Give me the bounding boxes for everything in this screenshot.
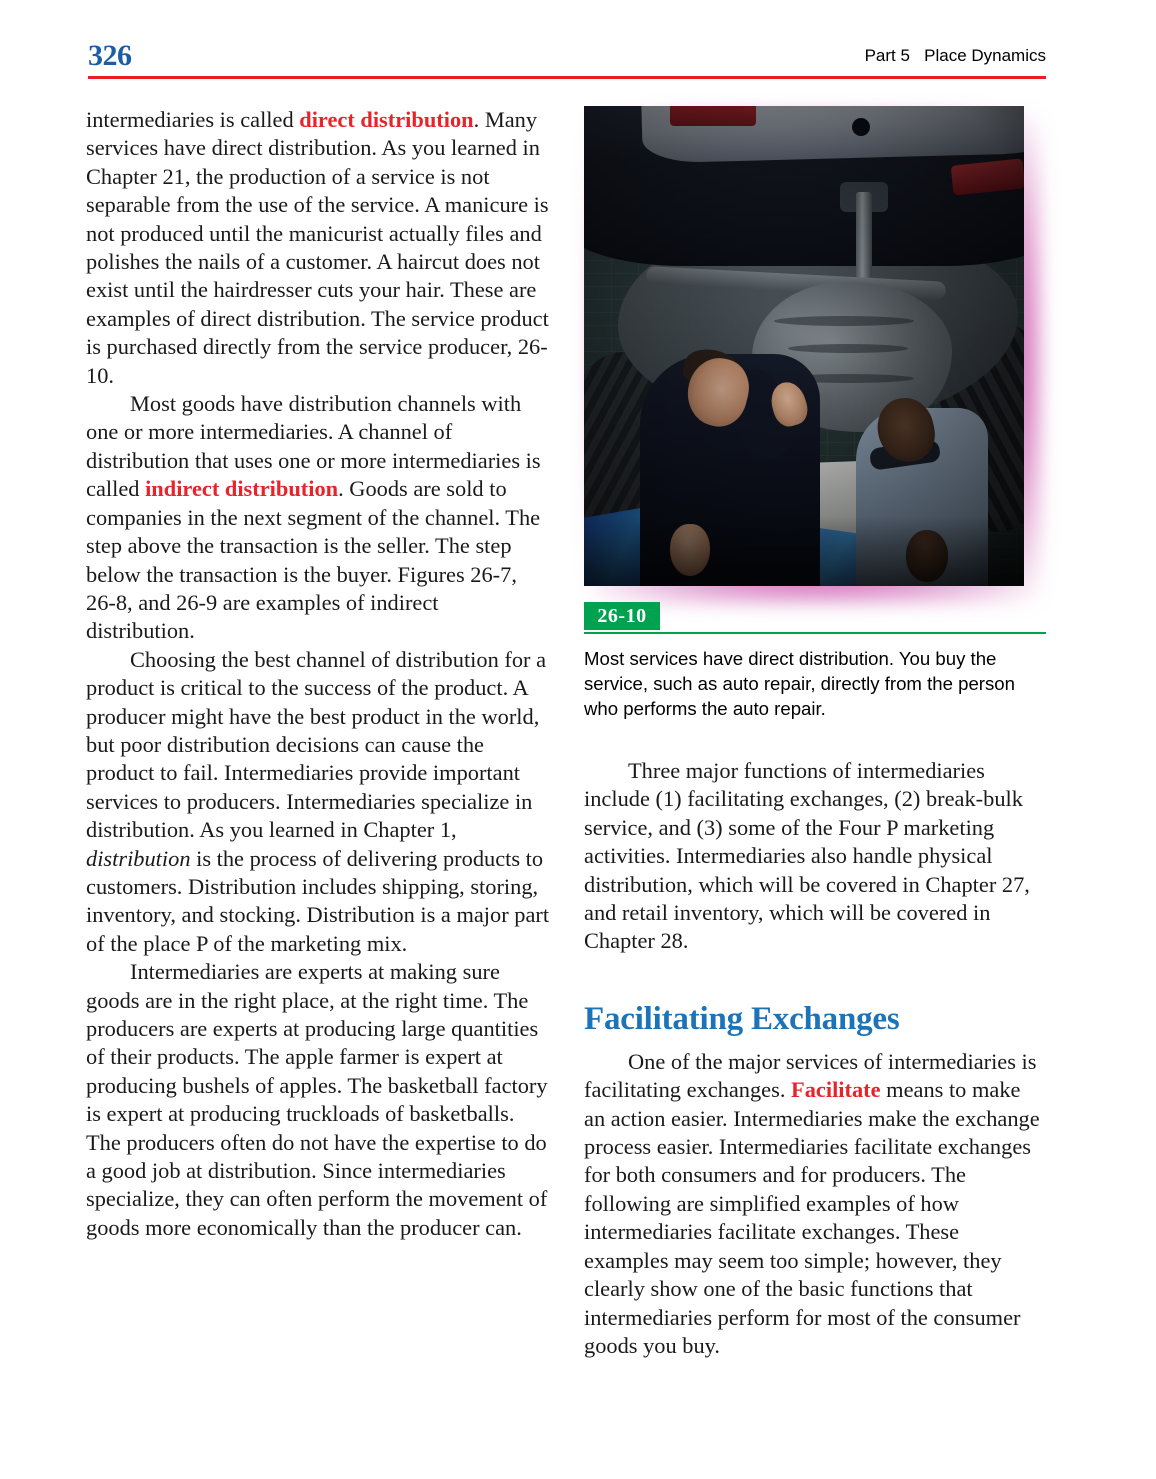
figure-26-10 [584,106,1046,586]
spacer [584,721,1046,757]
figure-label-row [584,602,1046,634]
auto-repair-photo [584,106,1024,586]
key-term: direct distribution [299,107,474,132]
paragraph: Intermediaries are experts at making sure goods are in the right place, at the right time. The producers are experts at producing large quantities of their products. The apple farmer is expert at producing bushels of apples. The basketball factory is expert at producing truckloads of basketballs. The producers often do not have the expertise to do a good job at distribution. Since intermediaries specialize, they can often perform the movement of goods more economically than the producer can. [86,959,548,1240]
paragraph: intermediaries is called direct distribution. Many services have direct distribution. As you learned in Chapter 21, the production of a service is not separable from the use of the service. A manicure is not produced until the manicurist actually files and polishes the nails of a customer. A haircut does not exist until the hairdresser cuts your hair. These are examples of direct distribution. The service product is purchased directly from the service producer, 26-10. [86,107,549,388]
key-term: indirect distribution [145,476,339,502]
figure-number-badge: 26-10 [584,602,660,630]
emphasized-term: distribution [86,845,191,871]
paragraph: Three major functions of intermediaries include (1) facilitating exchanges, (2) break-bulk service, and (3) some of the Four P marketing activities. Intermediaries also handle physical distribution, which will be covered in Chapter 27, and retail inventory, which will be covered in Chapter 28. [584,758,1030,954]
page-header [88,40,1046,78]
photo-vignette [584,106,1024,586]
right-column [584,106,1046,1360]
key-term: Facilitate [791,1077,881,1103]
page-number: 326 [88,39,132,72]
right-column-paragraphs-before-heading [584,757,1046,956]
running-head: Part 5 Place Dynamics [864,46,1046,65]
left-text-column [86,106,552,1242]
paragraph: Most goods have distribution channels with one or more intermediaries. A channel of distribution that uses one or more intermediaries is called indirect distribution. Goods are sold to companies in the next segment of the channel. The step above the transaction is the seller. The step below the transaction is the buyer. Figures 26-7, 26-8, and 26-9 are examples of indirect distribution. [86,391,541,644]
figure-rule [584,632,1046,634]
paragraph: One of the major services of intermediaries is facilitating exchanges. Facilitate means to make an action easier. Intermediaries make the exchange process easier. Intermediaries facilitate exchanges for both consumers and for producers. The following are simplified examples of how intermediaries facilitate exchanges. These examples may seem too simple; however, they clearly show one of the basic functions that intermediaries perform for most of the consumer goods you buy. [584,1048,1040,1358]
paragraph: Choosing the best channel of distribution for a product is critical to the success of the product. A producer might have the best product in the world, but poor distribution decisions can cause the product to fail. Intermediaries provide important services to producers. Intermediaries specialize in distribution. As you learned in Chapter 1, distribution is the process of delivering products to customers. Distribution includes shipping, storing, inventory, and stocking. Distribution is a major part of the place P of the marketing mix. [86,646,550,956]
section-heading-facilitating-exchanges: Facilitating Exchanges [584,1000,900,1037]
header-rule [88,76,1046,79]
right-column-paragraphs-after-heading [584,1048,1046,1360]
figure-caption: Most services have direct distribution. You buy the service, such as auto repair, directly from the person who performs the auto repair. [584,648,1015,719]
left-column-paragraphs [86,106,552,1242]
